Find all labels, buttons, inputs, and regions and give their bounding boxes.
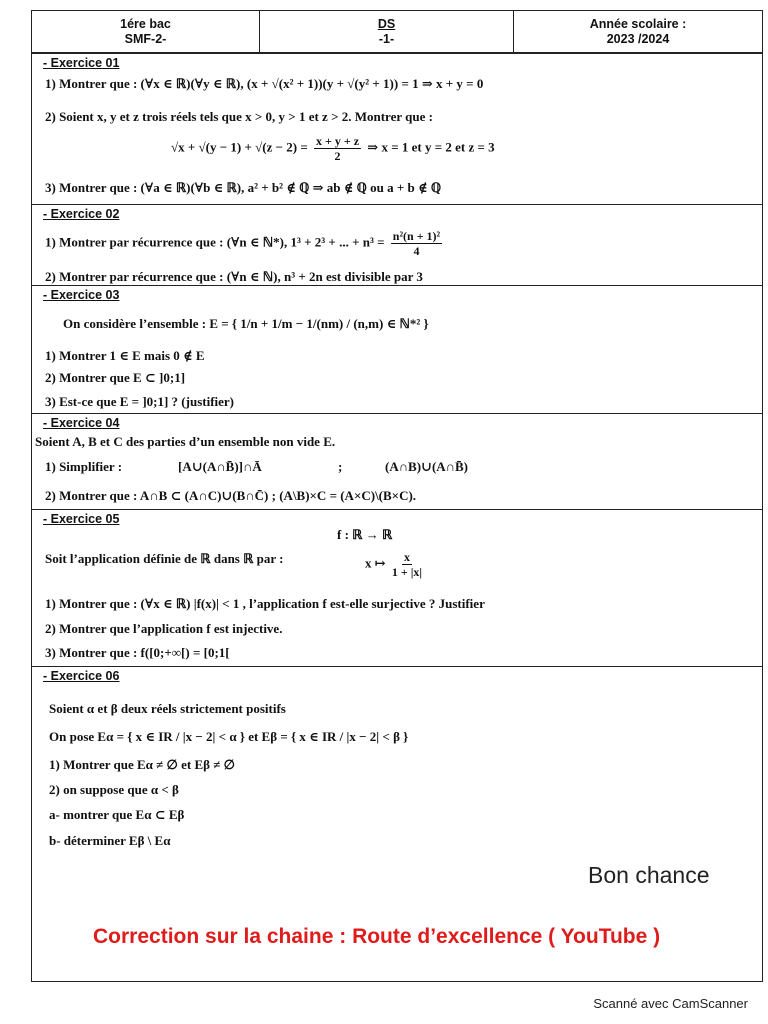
header-ds-number: -1-	[378, 31, 395, 46]
exercise-03-q1: 1) Montrer 1 ∈ E mais 0 ∉ E	[45, 348, 205, 363]
exercise-05-title: - Exercice 05	[43, 512, 120, 526]
exercise-06-title: - Exercice 06	[43, 669, 120, 683]
map-rule-numerator: x	[403, 550, 410, 564]
exercise-04-q1-expr-a: [A∪(A∩B̄)]∩Ā	[178, 459, 262, 474]
exercise-03-q2: 2) Montrer que E ⊂ ]0;1]	[45, 370, 186, 385]
exercise-06-intro: Soient α et β deux réels strictement positifs	[49, 701, 286, 716]
exercise-04	[31, 413, 763, 509]
exercise-01-title: - Exercice 01	[43, 56, 120, 70]
camscanner-watermark: Scanné avec CamScanner	[593, 996, 748, 1011]
header-ds: DS	[377, 16, 396, 31]
exercise-05-definition: Soit l’application définie de ℝ dans ℝ par :	[45, 551, 284, 566]
exercise-05	[31, 509, 763, 666]
exercise-03	[31, 285, 763, 413]
header-level: 1ére bac	[120, 16, 171, 31]
header-year-cell	[514, 11, 762, 52]
exercise-01-q2: 2) Soient x, y et z trois réels tels que x > 0, y > 1 et z > 2. Montrer que :	[45, 109, 433, 124]
header-class-cell	[32, 11, 260, 52]
exercise-01-q1: 1) Montrer que : (∀x ∈ ℝ)(∀y ∈ ℝ), (x + √(x² + 1))(y + √(y² + 1)) = 1 ⇒ x + y = 0	[45, 76, 484, 91]
exercise-06-q1: 1) Montrer que Eα ≠ ∅ et Eβ ≠ ∅	[49, 757, 235, 772]
sum-cubes-numerator: n²(n + 1)²	[392, 229, 441, 243]
exam-header	[31, 10, 763, 53]
header-year: 2023 /2024	[606, 31, 670, 46]
sum-cubes-fraction	[391, 229, 442, 258]
exercise-04-q2: 2) Montrer que : A∩B ⊂ (A∩C)∪(B∩C̄) ; (A\B)×C = (A×C)\(B×C).	[45, 488, 417, 503]
exercise-05-q3: 3) Montrer que : f([0;+∞[) = [0;1[	[45, 645, 230, 660]
q2-fraction	[314, 134, 361, 163]
exercise-02	[31, 204, 763, 285]
q2-fraction-numerator: x + y + z	[316, 134, 360, 148]
header-year-label: Année scolaire :	[589, 16, 687, 31]
q2-fraction-denominator: 2	[334, 149, 341, 163]
exercise-04-q1-expr-b: (A∩B)∪(A∩B̄)	[385, 459, 469, 474]
map-rule-fraction	[392, 550, 422, 579]
exercise-01	[31, 53, 763, 204]
exercise-02-q2: 2) Montrer par récurrence que : (∀n ∈ ℕ), n³ + 2n est divisible par 3	[45, 269, 423, 284]
correction-banner: Correction sur la chaine : Route d’excellence ( YouTube )	[93, 925, 661, 948]
map-rule-denominator: 1 + |x|	[391, 565, 423, 579]
exercise-01-q3: 3) Montrer que : (∀a ∈ ℝ)(∀b ∈ ℝ), a² + b² ∉ ℚ ⇒ ab ∉ ℚ ou a + b ∉ ℚ	[45, 180, 442, 195]
exercise-04-q1	[45, 459, 469, 475]
exercise-03-title: - Exercice 03	[43, 288, 120, 302]
exercise-02-q1-text: 1) Montrer par récurrence que : (∀n ∈ ℕ*), 1³ + 2³ + ... + n³ =	[45, 234, 385, 250]
sum-cubes-denominator: 4	[413, 244, 420, 258]
exercise-01-q2-formula	[171, 134, 495, 163]
exercise-04-q1-separator: ;	[338, 459, 343, 474]
exercise-06-qa: a- montrer que Eα ⊂ Eβ	[49, 807, 185, 822]
exercise-05-map-line: f : ℝ → ℝ	[337, 527, 393, 542]
exercise-03-q3: 3) Est-ce que E = ]0;1] ? (justifier)	[45, 394, 235, 409]
exercise-02-q1	[45, 229, 445, 258]
map-rule-x: x ↦	[365, 555, 386, 571]
q2-formula-right: ⇒ x = 1 et y = 2 et z = 3	[367, 139, 495, 155]
exercise-06-qb: b- déterminer Eβ \ Eα	[49, 833, 171, 848]
q2-formula-left: √x + √(y − 1) + √(z − 2) =	[171, 139, 308, 155]
exercise-02-title: - Exercice 02	[43, 207, 120, 221]
exercise-04-title: - Exercice 04	[43, 416, 120, 430]
exercise-05-map-rule	[365, 550, 425, 579]
exercise-06-q2: 2) on suppose que α < β	[49, 782, 179, 797]
header-title-cell	[260, 11, 514, 52]
exercise-05-q2: 2) Montrer que l’application f est injective.	[45, 621, 283, 636]
exercise-04-q1-label: 1) Simplifier :	[45, 459, 123, 474]
exercise-03-intro: On considère l’ensemble : E = { 1/n + 1/m − 1/(nm) / (n,m) ∈ ℕ*² }	[63, 316, 429, 331]
exercise-04-intro: Soient A, B et C des parties d’un ensemble non vide E.	[35, 434, 336, 449]
header-group: SMF-2-	[124, 31, 167, 46]
bon-chance-text: Bon chance	[588, 862, 710, 888]
exercise-06-pose: On pose Eα = { x ∈ IR / |x − 2| < α } et Eβ = { x ∈ IR / |x − 2| < β }	[49, 729, 409, 744]
exercise-05-q1: 1) Montrer que : (∀x ∈ ℝ) |f(x)| < 1 , l’application f est-elle surjective ? Justifier	[45, 596, 485, 611]
